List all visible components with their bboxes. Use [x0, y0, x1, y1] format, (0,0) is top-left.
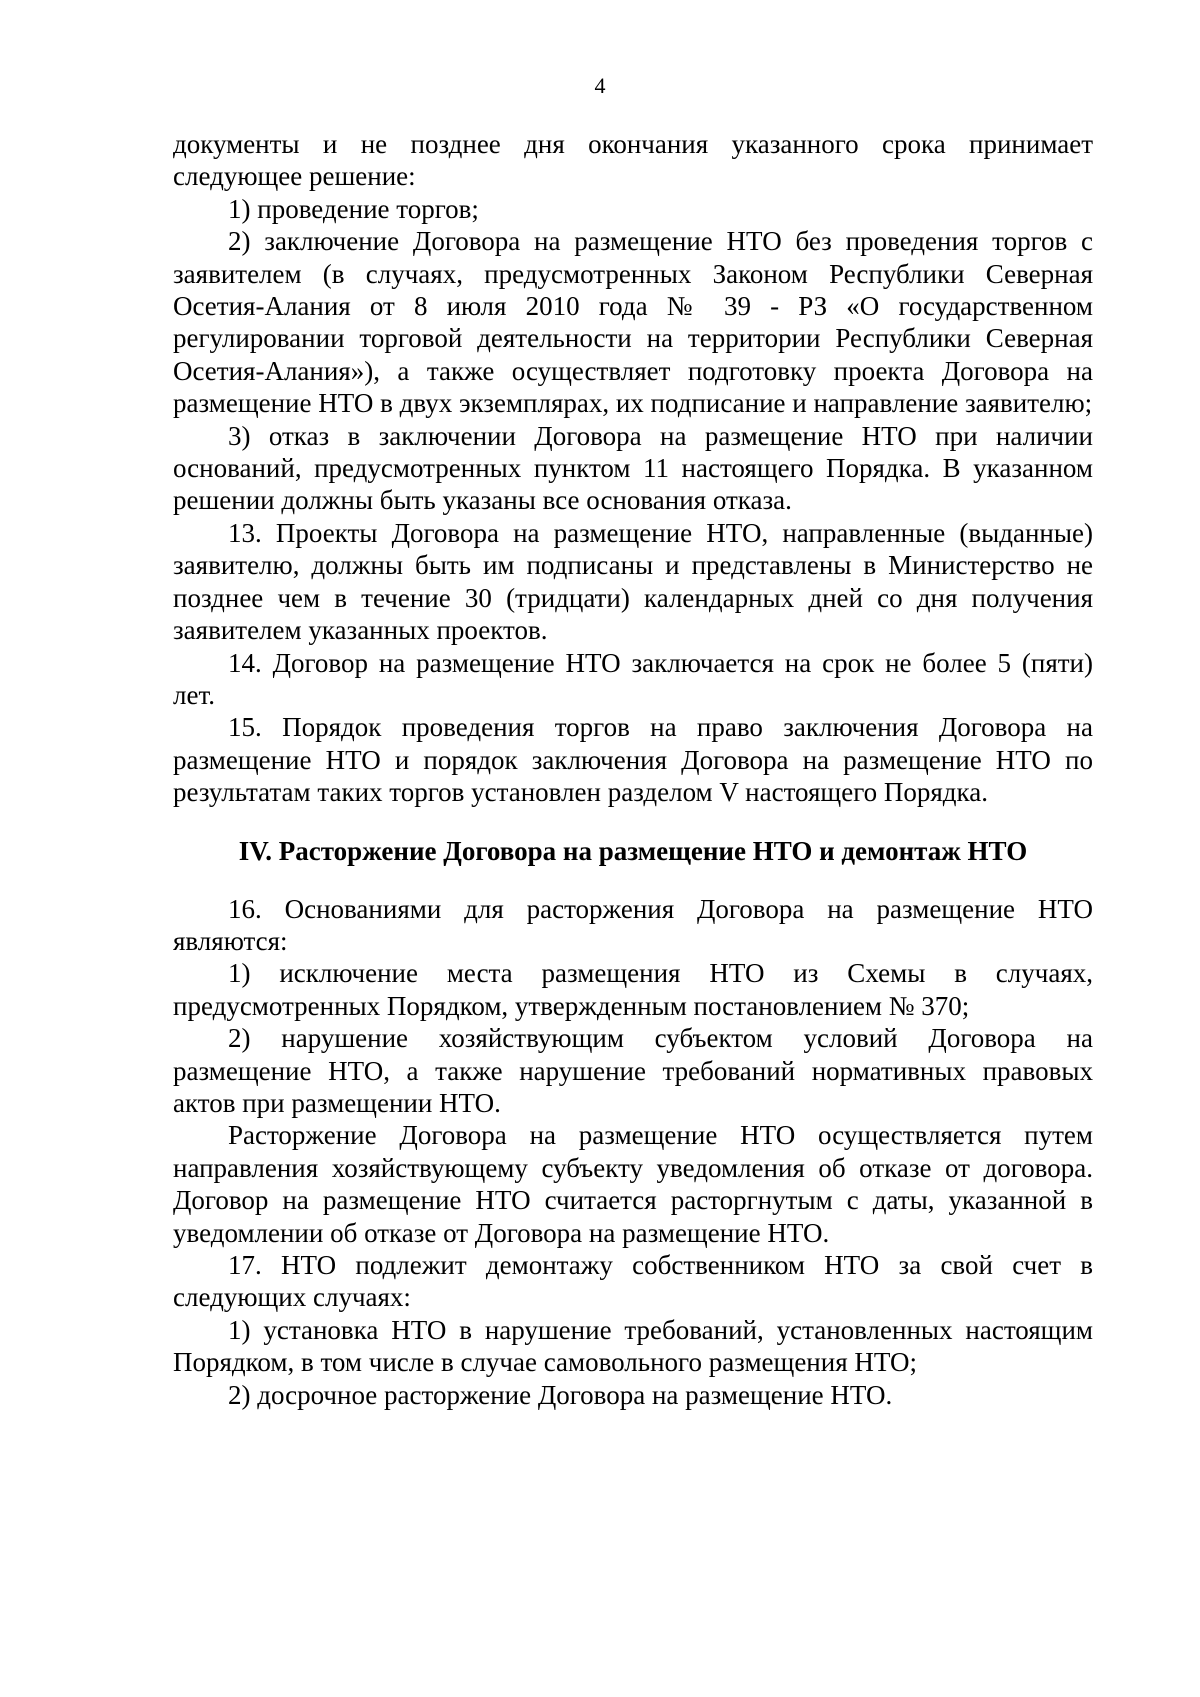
clause-15: 15. Порядок проведения торгов на право заключения Договора на размещение НТО и порядок заключения Договора на размещение НТО по результатам таких торгов установлен разделом V настоящего Порядка. — [173, 712, 1093, 808]
page-number: 4 — [594, 73, 606, 98]
clause-17: 17. НТО подлежит демонтажу собственником НТО за свой счет в следующих случаях: — [173, 1250, 1093, 1313]
document-body — [173, 128, 1093, 1411]
list-item-contract-without-auction: 2) заключение Договора на размещение НТО без проведения торгов с заявителем (в случаях, предусмотренных Законом Республики Северная Осетия-Алания от 8 июля 2010 года № 39 - РЗ «О государственном регулировании торговой деятельности на территории Республики Северная Осетия-Алания»), а также осуществляет подготовку проекта Договора на размещение НТО в двух экземплярах, их подписание и направление заявителю; — [173, 226, 1093, 419]
list-item-refusal: 3) отказ в заключении Договора на размещение НТО при наличии оснований, предусмотренных пунктом 11 настоящего Порядка. В указанном решении должны быть указаны все основания отказа. — [173, 420, 1093, 516]
list-item-installation-violation: 1) установка НТО в нарушение требований, установленных настоящим Порядком, в том числе в случае самовольного размещения НТО; — [173, 1314, 1093, 1378]
clause-13: 13. Проекты Договора на размещение НТО, направленные (выданные) заявителю, должны быть им подписаны и представлены в Министерство не позднее чем в течение 30 (тридцати) календарных дней со дня получения заявителем указанных проектов. — [173, 517, 1093, 646]
clause-14: 14. Договор на размещение НТО заключается на срок не более 5 (пяти) лет. — [173, 647, 1093, 710]
clause-16: 16. Основаниями для расторжения Договора на размещение НТО являются: — [173, 893, 1093, 956]
list-item-violation: 2) нарушение хозяйствующим субъектом условий Договора на размещение НТО, а также нарушение требований нормативных правовых актов при размещении НТО. — [173, 1023, 1093, 1118]
paragraph-continuation: документы и не позднее дня окончания указанного срока принимает следующее решение: — [173, 129, 1093, 192]
list-item-early-termination: 2) досрочное расторжение Договора на размещение НТО. — [228, 1379, 893, 1410]
list-item-holding-auction: 1) проведение торгов; — [228, 193, 479, 224]
section-heading: IV. Расторжение Договора на размещение НТО и демонтаж НТО — [238, 835, 1028, 866]
list-item-exclusion: 1) исключение места размещения НТО из Схемы в случаях, предусмотренных Порядком, утвержденным постановлением № 370; — [173, 958, 1093, 1021]
termination-paragraph: Расторжение Договора на размещение НТО осуществляется путем направления хозяйствующему субъекту уведомления об отказе от договора. Договор на размещение НТО считается расторгнутым с даты, указанной в уведомлении об отказе от Договора на размещение НТО. — [173, 1120, 1093, 1248]
